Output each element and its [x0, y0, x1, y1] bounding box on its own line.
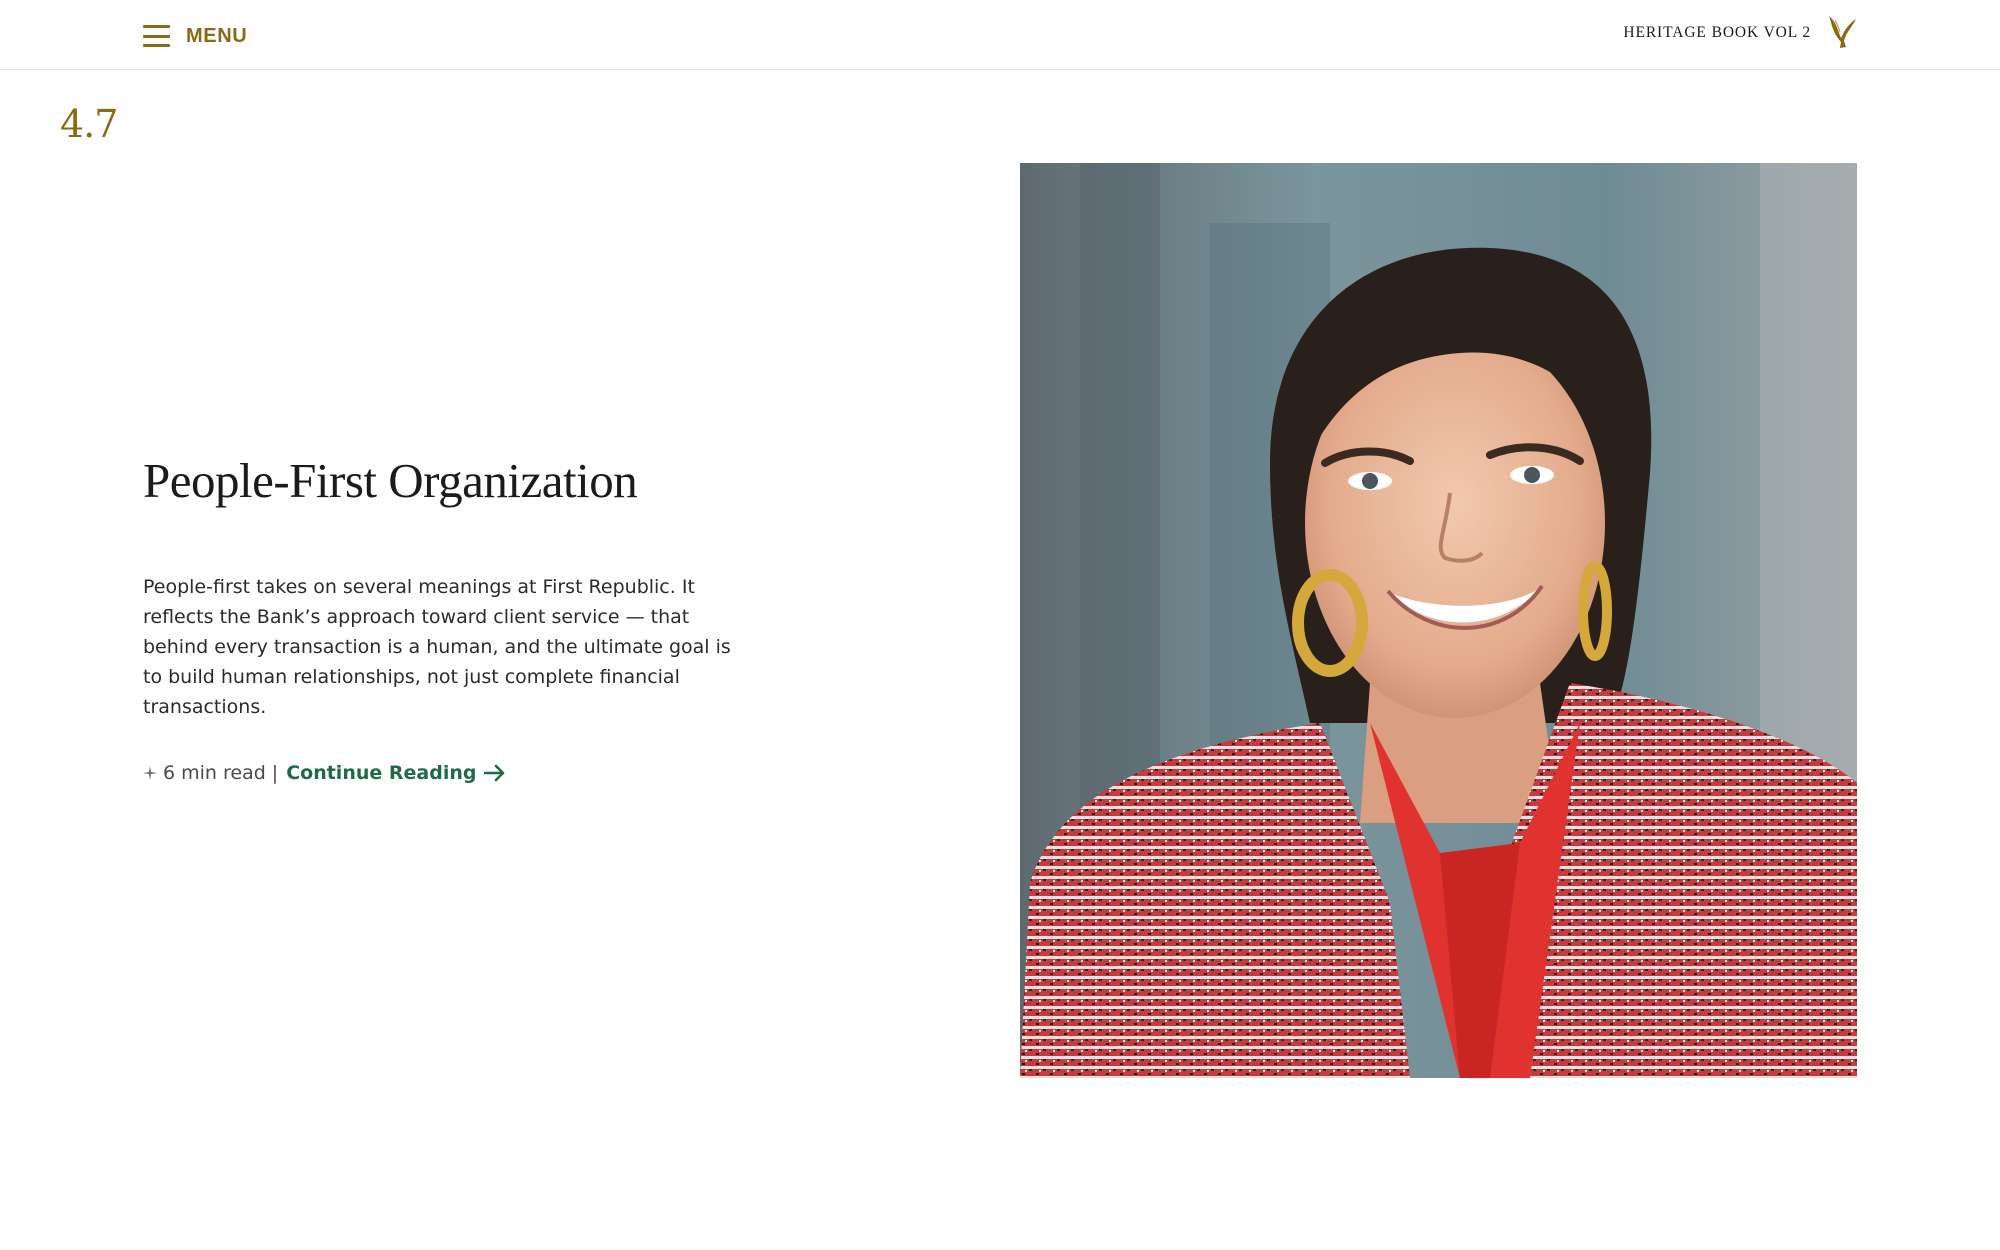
meta-separator: | — [271, 762, 279, 784]
top-navigation-bar — [0, 0, 2000, 70]
continue-reading-label: Continue Reading — [286, 762, 477, 784]
sparkle-icon — [143, 766, 157, 780]
continue-reading-link[interactable] — [286, 762, 506, 784]
article-summary: People-first takes on several meanings at First Republic. It reflects the Bank’s approach toward client service — that behind every transaction is a human, and the ultimate goal is to build human relationships, not just complete financial transactions. — [143, 576, 731, 718]
portrait-photo — [1020, 163, 1857, 1078]
hamburger-icon — [143, 25, 170, 47]
publication-title[interactable]: HERITAGE BOOK VOL 2 — [1623, 24, 1811, 41]
menu-label: MENU — [186, 24, 248, 47]
eagle-logo-icon[interactable] — [1826, 14, 1858, 50]
article-meta — [143, 762, 506, 784]
arrow-right-icon — [484, 764, 506, 782]
section-number: 4.7 — [60, 102, 118, 146]
read-time: 6 min read — [163, 762, 266, 784]
article-title: People-First Organization — [143, 453, 638, 508]
menu-button[interactable] — [143, 20, 247, 52]
